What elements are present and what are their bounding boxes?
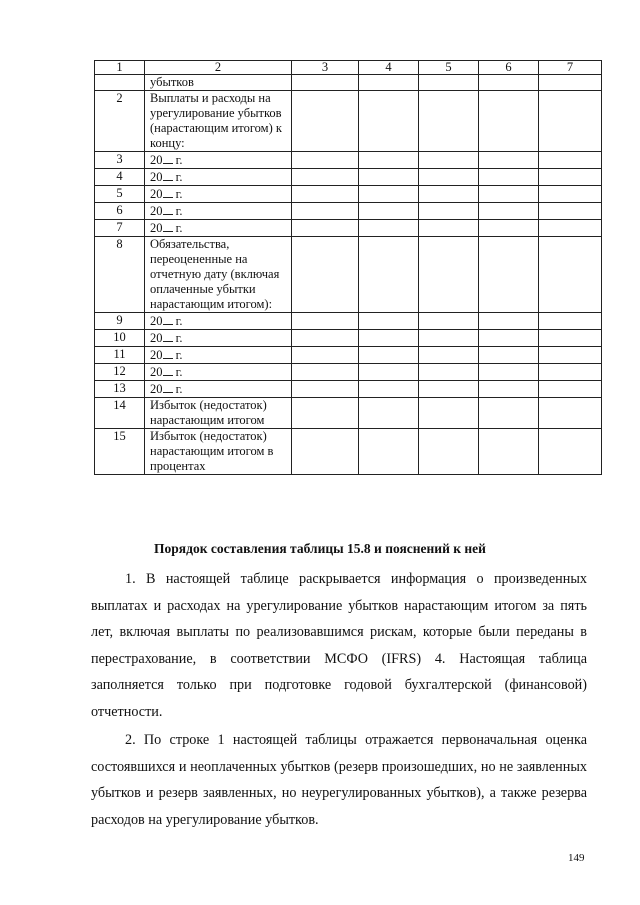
- year-suffix: г.: [175, 348, 183, 362]
- year-blank: [163, 220, 173, 232]
- row-number: 8: [95, 237, 145, 313]
- row-number: 15: [95, 429, 145, 475]
- table-cell: [359, 364, 419, 381]
- table-cell: [539, 313, 602, 330]
- row-number: 9: [95, 313, 145, 330]
- row-number: 5: [95, 186, 145, 203]
- table-row: [95, 429, 602, 475]
- year-blank: [163, 347, 173, 359]
- year-prefix: 20: [150, 365, 163, 379]
- col-header: 5: [419, 61, 479, 75]
- table-cell: [539, 186, 602, 203]
- col-header: 7: [539, 61, 602, 75]
- col-header: 4: [359, 61, 419, 75]
- table-cell: [359, 237, 419, 313]
- year-prefix: 20: [150, 221, 163, 235]
- table-cell: [539, 398, 602, 429]
- year-suffix: г.: [175, 365, 183, 379]
- year-suffix: г.: [175, 170, 183, 184]
- row-label: [145, 313, 292, 330]
- table-cell: [359, 75, 419, 91]
- table-cell: [292, 347, 359, 364]
- table-cell: [292, 75, 359, 91]
- row-label: [145, 169, 292, 186]
- table-cell: [539, 220, 602, 237]
- table-cell: [479, 186, 539, 203]
- table-cell: [292, 398, 359, 429]
- col-header: 1: [95, 61, 145, 75]
- row-label: [145, 220, 292, 237]
- table-cell: [359, 313, 419, 330]
- row-number: 2: [95, 91, 145, 152]
- table-cell: [359, 429, 419, 475]
- table-cell: [479, 429, 539, 475]
- table-cell: [419, 364, 479, 381]
- table-cell: [359, 330, 419, 347]
- table-row: [95, 220, 602, 237]
- table-row: [95, 330, 602, 347]
- table-cell: [292, 364, 359, 381]
- table-cell: [479, 313, 539, 330]
- col-header: 6: [479, 61, 539, 75]
- section-title: Порядок составления таблицы 15.8 и пояснений к ней: [154, 541, 486, 556]
- row-label: [145, 203, 292, 220]
- year-prefix: 20: [150, 153, 163, 167]
- table-row: [95, 364, 602, 381]
- row-number: [95, 75, 145, 91]
- table-cell: [539, 237, 602, 313]
- table-cell: [479, 91, 539, 152]
- table-row: [95, 203, 602, 220]
- table-cell: [359, 169, 419, 186]
- row-number: 13: [95, 381, 145, 398]
- table-cell: [292, 169, 359, 186]
- row-label: [145, 364, 292, 381]
- table-cell: [292, 186, 359, 203]
- table-cell: [479, 330, 539, 347]
- row-label: [145, 381, 292, 398]
- year-prefix: 20: [150, 382, 163, 396]
- year-blank: [163, 203, 173, 215]
- table-cell: [479, 237, 539, 313]
- year-prefix: 20: [150, 314, 163, 328]
- table-cell: [479, 169, 539, 186]
- row-label: [145, 347, 292, 364]
- table-cell: [419, 91, 479, 152]
- table-cell: [292, 330, 359, 347]
- year-blank: [163, 169, 173, 181]
- year-blank: [163, 313, 173, 325]
- year-blank: [163, 364, 173, 376]
- row-label: [145, 186, 292, 203]
- row-number: 10: [95, 330, 145, 347]
- table-cell: [419, 169, 479, 186]
- table-cell: [359, 152, 419, 169]
- table-cell: [479, 220, 539, 237]
- year-blank: [163, 186, 173, 198]
- row-label: [145, 152, 292, 169]
- table-row: [95, 237, 602, 313]
- row-label: убытков: [145, 75, 292, 91]
- table-cell: [479, 381, 539, 398]
- table-cell: [419, 347, 479, 364]
- claims-table: [94, 60, 602, 475]
- table-row: [95, 313, 602, 330]
- year-suffix: г.: [175, 331, 183, 345]
- table-cell: [292, 237, 359, 313]
- table-cell: [539, 169, 602, 186]
- table-cell: [539, 429, 602, 475]
- table-cell: [359, 203, 419, 220]
- table-cell: [419, 381, 479, 398]
- table-cell: [539, 152, 602, 169]
- table-cell: [539, 381, 602, 398]
- table-cell: [419, 203, 479, 220]
- row-label: Избыток (недостаток) нарастающим итогом: [145, 398, 292, 429]
- year-suffix: г.: [175, 187, 183, 201]
- table-cell: [419, 237, 479, 313]
- table-cell: [359, 381, 419, 398]
- table-row: [95, 381, 602, 398]
- year-prefix: 20: [150, 331, 163, 345]
- table-cell: [539, 91, 602, 152]
- year-suffix: г.: [175, 153, 183, 167]
- table-cell: [479, 347, 539, 364]
- table-cell: [539, 347, 602, 364]
- year-prefix: 20: [150, 187, 163, 201]
- table-cell: [539, 75, 602, 91]
- table-cell: [539, 330, 602, 347]
- table-cell: [292, 429, 359, 475]
- year-prefix: 20: [150, 348, 163, 362]
- row-number: 7: [95, 220, 145, 237]
- table-cell: [539, 364, 602, 381]
- table-cell: [479, 152, 539, 169]
- table-cell: [419, 220, 479, 237]
- table-cell: [419, 429, 479, 475]
- row-label: Избыток (недостаток) нарастающим итогом в процентах: [145, 429, 292, 475]
- table-cell: [479, 203, 539, 220]
- table-row: [95, 398, 602, 429]
- row-label: [145, 330, 292, 347]
- table-cell: [359, 347, 419, 364]
- year-blank: [163, 152, 173, 164]
- table-cell: [359, 220, 419, 237]
- row-number: 3: [95, 152, 145, 169]
- table-cell: [292, 152, 359, 169]
- table-cell: [419, 186, 479, 203]
- table-cell: [359, 186, 419, 203]
- table-cell: [419, 330, 479, 347]
- table-row: [95, 91, 602, 152]
- row-number: 12: [95, 364, 145, 381]
- year-prefix: 20: [150, 170, 163, 184]
- year-prefix: 20: [150, 204, 163, 218]
- table-cell: [479, 364, 539, 381]
- table-row: [95, 152, 602, 169]
- year-suffix: г.: [175, 382, 183, 396]
- year-suffix: г.: [175, 221, 183, 235]
- table-cell: [292, 203, 359, 220]
- table-cell: [359, 91, 419, 152]
- table-cell: [419, 398, 479, 429]
- table-cell: [419, 152, 479, 169]
- table-cell: [292, 313, 359, 330]
- table-cell: [479, 75, 539, 91]
- table-row: [95, 186, 602, 203]
- row-number: 4: [95, 169, 145, 186]
- table-cell: [419, 313, 479, 330]
- year-suffix: г.: [175, 314, 183, 328]
- row-label: Выплаты и расходы на урегулирование убытков (нарастающим итогом) к концу:: [145, 91, 292, 152]
- table-cell: [292, 381, 359, 398]
- table-row: [95, 75, 602, 91]
- table-cell: [539, 203, 602, 220]
- table-cell: [292, 220, 359, 237]
- paragraph-2: 2. По строке 1 настоящей таблицы отражается первоначальная оценка состоявшихся и неоплаченных убытков (резерв произошедших, но не заявленных убытков и резерв заявленных, но неурегулированных убытков), а также резерва расходов на урегулирование убытков.: [91, 732, 587, 828]
- table-cell: [359, 398, 419, 429]
- row-number: 14: [95, 398, 145, 429]
- col-header: 2: [145, 61, 292, 75]
- table-header-row: [95, 61, 602, 75]
- table-cell: [479, 398, 539, 429]
- table-cell: [419, 75, 479, 91]
- table-row: [95, 169, 602, 186]
- row-number: 6: [95, 203, 145, 220]
- row-label: Обязательства, переоцененные на отчетную дату (включая оплаченные убытки нарастающим итогом):: [145, 237, 292, 313]
- table-row: [95, 347, 602, 364]
- col-header: 3: [292, 61, 359, 75]
- paragraph-1: 1. В настоящей таблице раскрывается информация о произведенных выплатах и расходах на урегулирование убытков нарастающим итогом за пять лет, включая выплаты по реализовавшимся рискам, которые были переданы в перестрахование, в соответствии МСФО (IFRS) 4. Настоящая таблица заполняется только при подготовке годовой бухгалтерской (финансовой) отчетности.: [91, 571, 587, 720]
- year-blank: [163, 381, 173, 393]
- year-suffix: г.: [175, 204, 183, 218]
- table-cell: [292, 91, 359, 152]
- row-number: 11: [95, 347, 145, 364]
- page-number: 149: [568, 852, 585, 864]
- year-blank: [163, 330, 173, 342]
